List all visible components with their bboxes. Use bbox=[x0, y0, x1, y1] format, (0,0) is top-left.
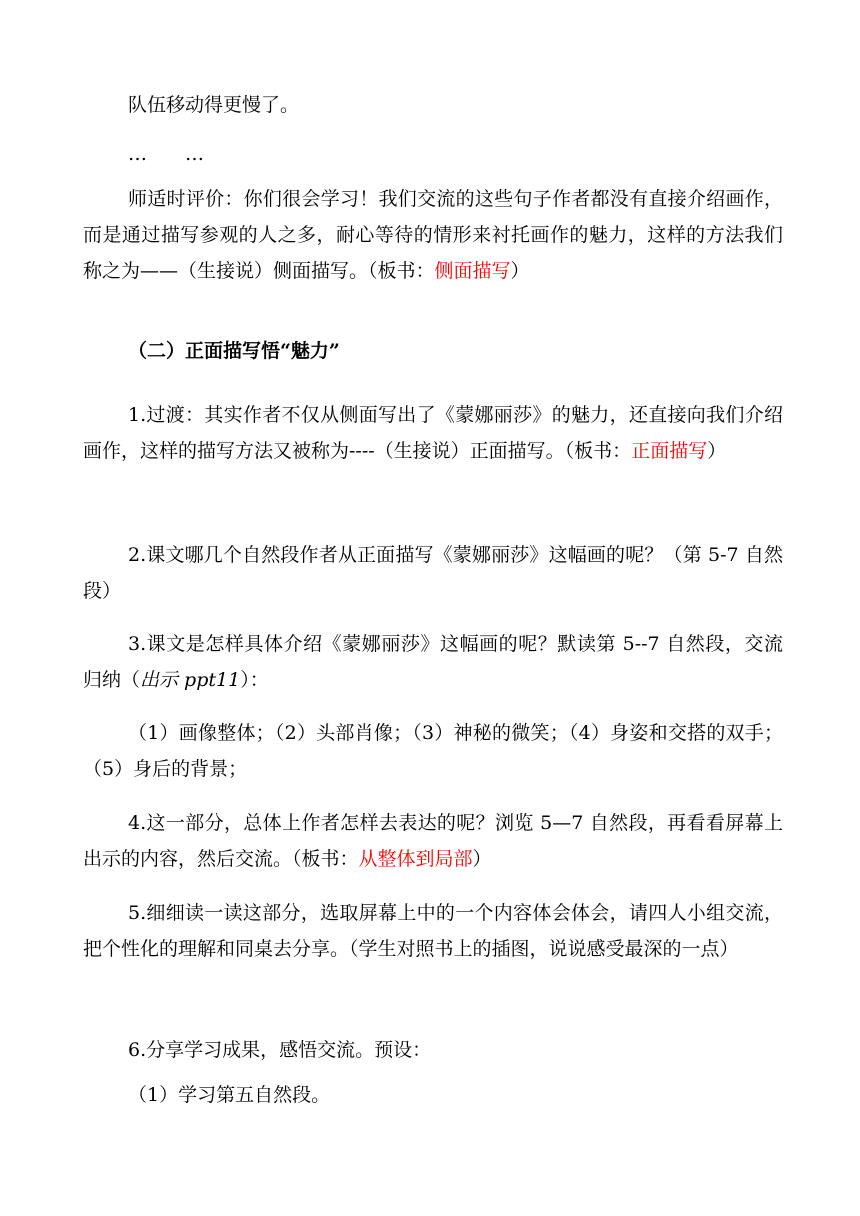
paragraph-text: 队伍移动得更慢了。 bbox=[128, 94, 300, 116]
paragraph-text: （1）画像整体；（2）头部肖像；（3）神秘的微笑；（4）身姿和交搭的双手；（5）身后的背景； bbox=[83, 722, 783, 780]
section-heading bbox=[83, 333, 783, 369]
board-note-side-description: 侧面描写 bbox=[434, 260, 511, 282]
paragraph-text: （1）学习第五自然段。 bbox=[128, 1084, 331, 1106]
paragraph-text-end: ） bbox=[472, 848, 492, 870]
paragraph-text: 3.课文是怎样具体介绍《蒙娜丽莎》这幅画的呢？默读第 5--7 自然段，交流归纳（ bbox=[83, 633, 783, 691]
board-note-whole-to-part: 从整体到局部 bbox=[358, 848, 473, 870]
paragraph-teacher-evaluation bbox=[83, 181, 783, 289]
heading-text: （二）正面描写悟“魅力” bbox=[128, 340, 340, 362]
board-note-front-description: 正面描写 bbox=[631, 440, 708, 462]
paragraph-step-3 bbox=[83, 626, 783, 698]
paragraph-step-6-1 bbox=[83, 1077, 783, 1113]
paragraph-text-end: ） bbox=[707, 440, 727, 462]
paragraph-text: 1.过渡：其实作者不仅从侧面写出了《蒙娜丽莎》的魅力，还直接向我们介绍画作，这样的描写方法又被称为----（生接说）正面描写。（板书： bbox=[83, 404, 783, 462]
ellipsis-text: … … bbox=[128, 143, 205, 165]
paragraph-step-2 bbox=[83, 537, 783, 609]
paragraph-step-5 bbox=[83, 895, 783, 967]
paragraph-text: 师适时评价：你们很会学习！我们交流的这些句子作者都没有直接介绍画作，而是通过描写参观的人之多，耐心等待的情形来衬托画作的魅力，这样的方法我们称之为——（生接说）侧面描写。（板书： bbox=[83, 188, 783, 282]
paragraph-content-list bbox=[83, 715, 783, 787]
paragraph-text: 5.细细读一读这部分，选取屏幕上中的一个内容体会体会，请四人小组交流，把个性化的理解和同桌去分享。（学生对照书上的插图，说说感受最深的一点） bbox=[83, 902, 783, 960]
ellipsis-line bbox=[83, 136, 783, 172]
paragraph-step-4 bbox=[83, 805, 783, 877]
paragraph-queue-slower bbox=[83, 87, 783, 123]
paragraph-text-end: ） bbox=[510, 260, 530, 282]
paragraph-text: 2.课文哪几个自然段作者从正面描写《蒙娜丽莎》这幅画的呢？（第 5-7 自然段） bbox=[83, 544, 783, 602]
ppt-reference: 出示 ppt11 bbox=[140, 669, 241, 691]
paragraph-step-1 bbox=[83, 397, 783, 469]
paragraph-text: 4.这一部分，总体上作者怎样去表达的呢？浏览 5—7 自然段，再看看屏幕上出示的内容，然后交流。（板书： bbox=[83, 812, 783, 870]
paragraph-step-6 bbox=[83, 1032, 783, 1068]
paragraph-text-end: ）： bbox=[240, 669, 269, 691]
paragraph-text: 6.分享学习成果，感悟交流。预设： bbox=[128, 1039, 432, 1061]
